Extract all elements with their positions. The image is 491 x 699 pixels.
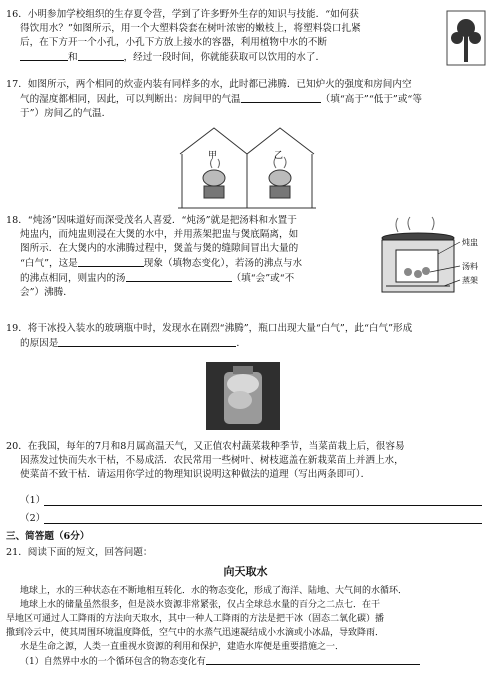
q20-line: 因蒸发过快而失水干枯，不易成活．农民常用一些树叶、树枝遮盖在新栽菜苗上并洒上水， — [20, 455, 404, 466]
label-zhengjia: 蒸架 — [462, 276, 478, 285]
question-18 — [6, 214, 366, 300]
q21-blank-1[interactable] — [206, 654, 420, 665]
q16-line: 16．小明参加学校组织的生存夏令营，学到了许多野外生存的知识与技能．“如何获 — [6, 9, 359, 20]
article-line: 水是生命之源，人类一直重视水资源的利用和保护，建造水库便是重要措施之一． — [20, 642, 345, 652]
room-a-label: 甲 — [208, 151, 218, 161]
q20-answer-1-label: （1） — [20, 495, 46, 506]
q16-line: 后，在下方开一个小孔，小孔下方放上接水的容器，利用植物中水的不断 — [20, 37, 327, 48]
q18-blank-1[interactable] — [78, 256, 144, 267]
q16-line-last: 和 ，经过一段时间，你就能获取可以饮用的水了． — [6, 50, 484, 65]
article-line: 地球上，水的三种状态在不断地相互转化．水的物态变化，形成了海洋、陆地、大气间的水循环． — [20, 586, 408, 596]
q18-line: 的沸点相同，则盅内的汤 （填“会”或“不 — [20, 273, 295, 284]
q16-line: 得饮用水？”如图所示，用一个大塑料袋套在树叶浓密的嫩枝上，将塑料袋口扎紧 — [20, 23, 361, 34]
question-21-intro: 21．阅读下面的短文，回答问题： — [6, 547, 153, 558]
room-b-label: 乙 — [274, 151, 284, 161]
q17-line: 于”）房间乙的气温． — [20, 108, 112, 119]
label-tangliao: 汤料 — [462, 262, 478, 271]
section-heading: 三、简答题（6分） — [6, 531, 90, 542]
question-20 — [6, 440, 484, 482]
tree-bag-illustration — [446, 10, 486, 66]
q18-line: 18．“炖汤”因味道好而深受茂名人喜爱．“炖汤”就是把汤料和水置于 — [6, 215, 297, 226]
two-rooms-kettles-figure — [176, 124, 318, 210]
q19-line: 的原因是 ． — [20, 338, 246, 349]
article-line: 撒到冷云中，使其周围环境温度降低，空气中的水蒸气迅速凝结成小水滴或小冰晶，导致降雨． — [6, 628, 385, 638]
q18-blank-2[interactable] — [126, 271, 232, 282]
article-title: 向天取水 — [223, 565, 268, 578]
q17-line: 气的湿度都相同，因此，可以判断出：房间甲的气温 （填“高于”“低于”或“等 — [20, 94, 422, 105]
question-17 — [6, 78, 484, 121]
q17-line: 17．如图所示，两个相同的炊壶内装有同样多的水，此时都已沸腾．已知炉火的强度和房间内空 — [6, 79, 412, 90]
dry-ice-bottle-photo — [206, 362, 280, 430]
question-16 — [6, 8, 484, 65]
q18-line: 会”）沸腾． — [20, 287, 73, 298]
q18-line: 图所示．在大煲内的水沸腾过程中，煲盖与煲的缝隙间冒出大量的 — [20, 243, 299, 254]
q21-sub-question-1: （1）自然界中水的一个循环包含的物态变化有 — [6, 654, 484, 669]
q19-line: 19．将干冰投入装水的玻璃瓶中时，发现水在剧烈“沸腾”，瓶口出现大量“白气”，此“白气”形成 — [6, 323, 413, 334]
q18-line: 炖盅内，而炖盅则浸在大煲的水中，并用蒸架把盅与煲底隔离，如 — [20, 229, 299, 240]
q20-answer-1-line[interactable] — [44, 505, 482, 506]
q17-blank[interactable] — [241, 92, 321, 103]
article-line: 地球上水的储量虽然很多，但是淡水资源非常紧张，仅占全球总水量的百分之二点七．在干 — [20, 600, 381, 610]
q19-blank[interactable] — [58, 336, 236, 347]
q18-line: “白气”，这是 现象（填物态变化），若汤的沸点与水 — [20, 258, 303, 269]
article-body — [6, 584, 484, 669]
q20-line: 使菜苗不致干枯．请运用你学过的物理知识说明这种做法的道理（写出两条即可）． — [20, 469, 371, 480]
q16-blank-2[interactable] — [78, 50, 124, 61]
stew-pot-figure — [370, 216, 486, 300]
q20-line: 20．在我国，每年的7月和8月属高温天气，又正值农村蔬菜栽种季节，当菜苗栽上后，很容易 — [6, 441, 405, 452]
question-19 — [6, 322, 484, 351]
label-dunzhong: 炖盅 — [462, 238, 478, 247]
q16-blank-1[interactable] — [20, 50, 68, 61]
article-line: 旱地区可通过人工降雨的方法向天取水，其中一种人工降雨的方法是把干冰（固态二氧化碳）播 — [6, 614, 385, 624]
q20-answer-2-label: （2） — [20, 513, 46, 524]
q20-answer-2-line[interactable] — [44, 523, 482, 524]
